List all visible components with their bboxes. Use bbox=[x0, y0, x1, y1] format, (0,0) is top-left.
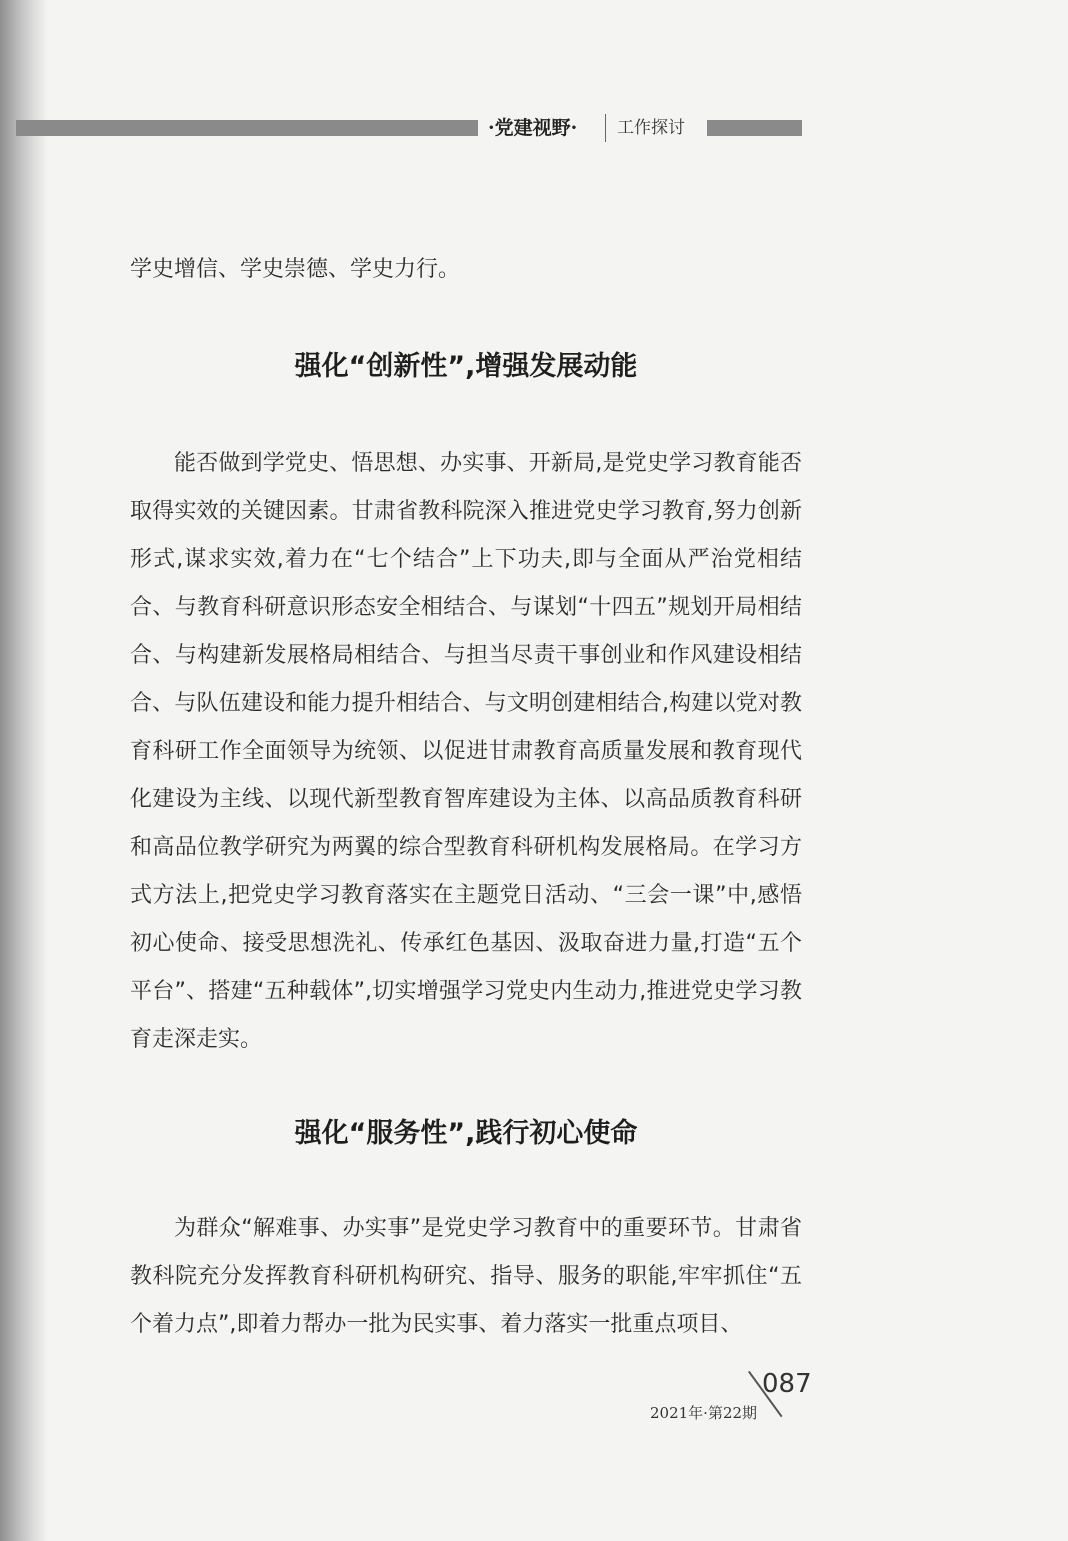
heading-innovation: 强化“创新性”,增强发展动能 bbox=[294, 351, 638, 382]
header-divider bbox=[605, 114, 606, 142]
heading-service: 强化“服务性”,践行初心使命 bbox=[294, 1118, 638, 1149]
page-number: 087 bbox=[762, 1369, 812, 1399]
subsection-title: 工作探讨 bbox=[617, 118, 685, 138]
header-bar-left bbox=[16, 120, 478, 136]
paragraph-service: 为群众“解难事、办实事”是党史学习教育中的重要环节。甘肃省教科院充分发挥教育科研机构研究、指导、服务的职能,牢牢抓住“五个着力点”,即着力帮办一批为民实事、着力落实一批重点项目、 bbox=[130, 1216, 802, 1337]
intro-line: 学史增信、学史崇德、学史力行。 bbox=[130, 257, 461, 282]
page-spine-shadow bbox=[0, 0, 48, 1541]
paragraph-innovation: 能否做到学党史、悟思想、办实事、开新局,是党史学习教育能否取得实效的关键因素。甘肃省教科院深入推进党史学习教育,努力创新形式,谋求实效,着力在“七个结合”上下功夫,即与全面从严治党相结合、与教育科研意识形态安全相结合、与谋划“十四五”规划开局相结合、与构建新发展格局相结合、与担当尽责干事创业和作风建设相结合、与队伍建设和能力提升相结合、与文明创建相结合,构建以党对教育科研工作全面领导为统领、以促进甘肃教育高质量发展和教育现代化建设为主线、以现代新型教育智库建设为主体、以高品质教育科研和高品位教学研究为两翼的综合型教育科研机构发展格局。在学习方式方法上,把党史学习教育落实在主题党日活动、“三会一课”中,感悟初心使命、接受思想洗礼、传承红色基因、汲取奋进力量,打造“五个平台”、搭建“五种载体”,切实增强学习党史内生动力,推进党史学习教育走深走实。 bbox=[130, 451, 802, 1052]
section-title: ·党建视野· bbox=[488, 117, 578, 139]
header-bar-right bbox=[707, 120, 802, 136]
issue-label: 2021年·第22期 bbox=[650, 1404, 758, 1422]
